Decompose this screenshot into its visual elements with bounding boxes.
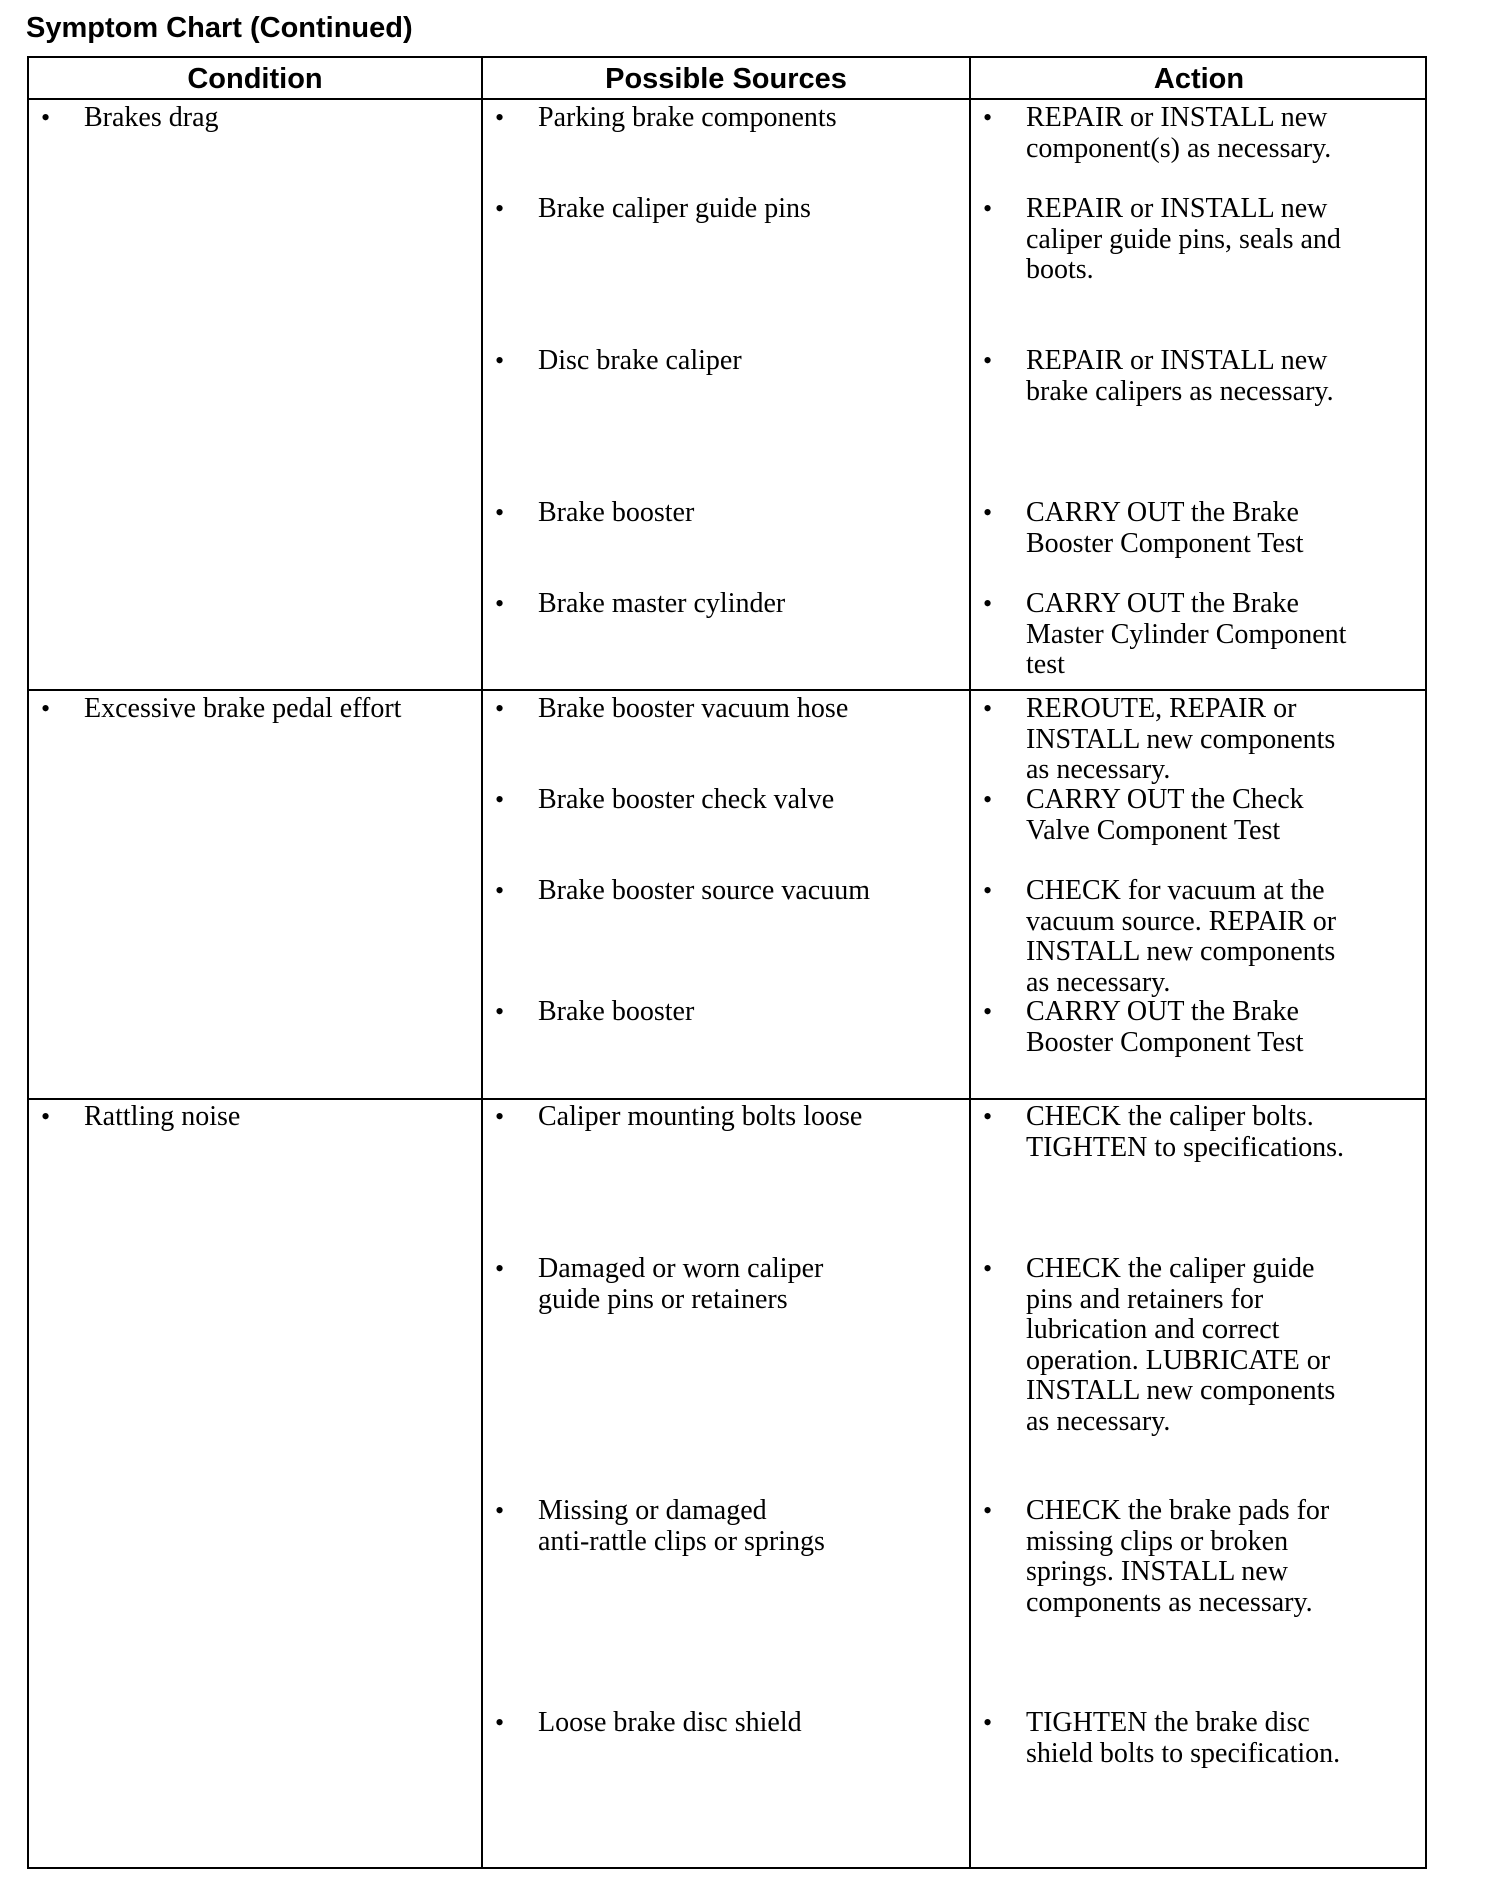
bullet-icon: •: [41, 1102, 51, 1131]
bullet-icon: •: [983, 498, 993, 527]
condition-text: Excessive brake pedal effort: [84, 693, 402, 724]
bullet-icon: •: [495, 1708, 505, 1737]
bullet-icon: •: [495, 589, 505, 618]
bullet-icon: •: [983, 103, 993, 132]
source-text: Brake booster: [538, 996, 695, 1027]
source-text: Missing or damaged anti-rattle clips or springs: [538, 1495, 825, 1557]
bullet-icon: •: [495, 785, 505, 814]
bullet-icon: •: [41, 103, 51, 132]
row-divider: [29, 689, 1425, 691]
source-text: Brake booster vacuum hose: [538, 693, 849, 724]
source-text: Damaged or worn caliper guide pins or retainers: [538, 1253, 824, 1315]
bullet-icon: •: [983, 1102, 993, 1131]
bullet-icon: •: [495, 103, 505, 132]
condition-text: Brakes drag: [84, 102, 219, 133]
bullet-icon: •: [983, 194, 993, 223]
action-text: CHECK the brake pads for missing clips or broken springs. INSTALL new components as necessary.: [1026, 1495, 1330, 1618]
action-text: CARRY OUT the Brake Booster Component Test: [1026, 497, 1304, 559]
bullet-icon: •: [495, 876, 505, 905]
action-text: CARRY OUT the Brake Master Cylinder Component test: [1026, 588, 1347, 680]
bullet-icon: •: [495, 1254, 505, 1283]
bullet-icon: •: [983, 997, 993, 1026]
action-text: CHECK the caliper guide pins and retainers for lubrication and correct operation. LUBRICATE or INSTALL new components as necessary.: [1026, 1253, 1336, 1437]
bullet-icon: •: [983, 1254, 993, 1283]
source-text: Brake booster check valve: [538, 784, 835, 815]
column-divider: [969, 58, 971, 1867]
header-condition: Condition: [187, 63, 323, 95]
source-text: Brake booster: [538, 497, 695, 528]
source-text: Caliper mounting bolts loose: [538, 1101, 863, 1132]
bullet-icon: •: [495, 1496, 505, 1525]
action-text: REPAIR or INSTALL new brake calipers as necessary.: [1026, 345, 1334, 407]
action-text: CHECK the caliper bolts. TIGHTEN to specifications.: [1026, 1101, 1345, 1163]
action-text: CHECK for vacuum at the vacuum source. REPAIR or INSTALL new components as necessary.: [1026, 875, 1337, 998]
bullet-icon: •: [495, 1102, 505, 1131]
bullet-icon: •: [495, 498, 505, 527]
action-text: REPAIR or INSTALL new component(s) as necessary.: [1026, 102, 1332, 164]
bullet-icon: •: [495, 194, 505, 223]
bullet-icon: •: [495, 694, 505, 723]
bullet-icon: •: [41, 694, 51, 723]
source-text: Loose brake disc shield: [538, 1707, 802, 1738]
bullet-icon: •: [495, 997, 505, 1026]
source-text: Parking brake components: [538, 102, 837, 133]
bullet-icon: •: [983, 346, 993, 375]
source-text: Brake booster source vacuum: [538, 875, 870, 906]
header-possible-sources: Possible Sources: [605, 63, 847, 95]
page-title: Symptom Chart (Continued): [26, 12, 413, 44]
bullet-icon: •: [983, 1496, 993, 1525]
header-action: Action: [1153, 63, 1245, 95]
source-text: Brake caliper guide pins: [538, 193, 811, 224]
action-text: REPAIR or INSTALL new caliper guide pins, seals and boots.: [1026, 193, 1341, 285]
bullet-icon: •: [983, 785, 993, 814]
bullet-icon: •: [983, 876, 993, 905]
bullet-icon: •: [983, 1708, 993, 1737]
symptom-table: [27, 56, 1427, 1869]
bullet-icon: •: [983, 589, 993, 618]
source-text: Disc brake caliper: [538, 345, 742, 376]
bullet-icon: •: [983, 694, 993, 723]
column-divider: [481, 58, 483, 1867]
condition-text: Rattling noise: [84, 1101, 241, 1132]
row-divider: [29, 1098, 1425, 1100]
action-text: CARRY OUT the Check Valve Component Test: [1026, 784, 1304, 846]
source-text: Brake master cylinder: [538, 588, 786, 619]
action-text: TIGHTEN the brake disc shield bolts to specification.: [1026, 1707, 1341, 1769]
action-text: REROUTE, REPAIR or INSTALL new components as necessary.: [1026, 693, 1336, 785]
bullet-icon: •: [495, 346, 505, 375]
action-text: CARRY OUT the Brake Booster Component Test: [1026, 996, 1304, 1058]
